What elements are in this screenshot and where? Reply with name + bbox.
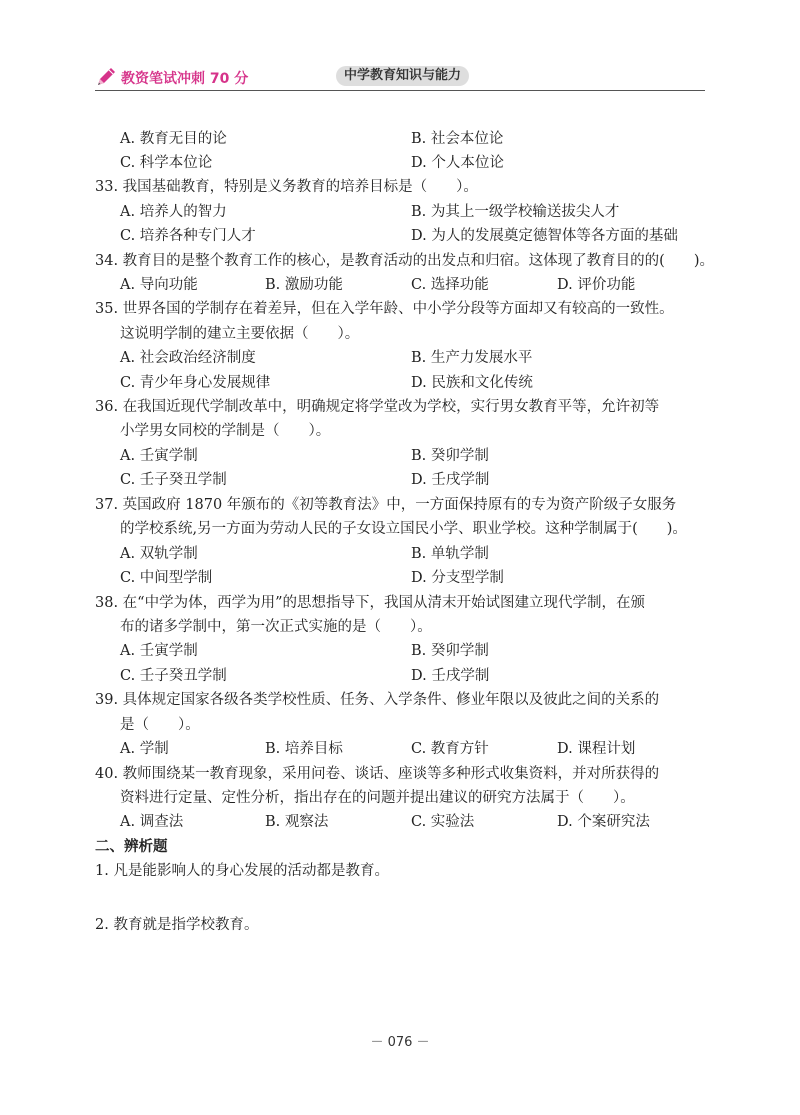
page-number: － 076 －: [370, 1035, 430, 1050]
q37-stem-line1: 37. 英国政府 1870 年颁布的《初等教育法》中，一方面保持原有的专为资产阶级子女服务: [95, 497, 677, 513]
q37-option-c: C. 中间型学制: [120, 570, 213, 586]
q35-option-b: B. 生产力发展水平: [411, 350, 533, 366]
q36-option-d: D. 壬戌学制: [411, 472, 490, 488]
q39-stem-line2: 是（ ）。: [120, 717, 200, 733]
q37-option-b: B. 单轨学制: [411, 546, 489, 562]
analysis-item-2: 2. 教育就是指学校教育。: [95, 917, 259, 933]
q34-option-d: D. 评价功能: [557, 277, 636, 293]
q34-option-c: C. 选择功能: [411, 277, 489, 293]
q38-option-c: C. 壬子癸丑学制: [120, 668, 227, 684]
section-title: 二、辨析题: [95, 839, 168, 855]
q33-option-c: C. 培养各种专门人才: [120, 228, 256, 244]
q39-option-a: A. 学制: [120, 741, 169, 757]
q33-option-a: A. 培养人的智力: [120, 204, 227, 220]
q35-stem-line2: 这说明学制的建立主要依据（ ）。: [120, 326, 360, 342]
q33-option-b: B. 为其上一级学校输送拔尖人才: [411, 204, 620, 220]
q39-option-d: D. 课程计划: [557, 741, 636, 757]
q37-option-d: D. 分支型学制: [411, 570, 504, 586]
q34-stem: 34. 教育目的是整个教育工作的核心，是教育活动的出发点和归宿。这体现了教育目的的( )。: [95, 253, 714, 269]
q40-option-d: D. 个案研究法: [557, 814, 650, 830]
q36-option-a: A. 壬寅学制: [120, 448, 198, 464]
q34-option-a: A. 导向功能: [120, 277, 198, 293]
header-brand: 教资笔试冲刺 70 分: [121, 71, 249, 87]
q37-option-a: A. 双轨学制: [120, 546, 198, 562]
q35-stem-line1: 35. 世界各国的学制存在着差异，但在入学年龄、中小学分段等方面却又有较高的一致性。: [95, 301, 674, 317]
q40-option-b: B. 观察法: [265, 814, 329, 830]
header-rule: [95, 90, 705, 91]
q35-option-a: A. 社会政治经济制度: [120, 350, 256, 366]
q32-option-b: B. 社会本位论: [411, 131, 504, 147]
q38-stem-line1: 38. 在“中学为体，西学为用”的思想指导下，我国从清末开始试图建立现代学制，在颁: [95, 595, 645, 611]
header-subject-badge: 中学教育知识与能力: [336, 66, 469, 86]
q39-option-b: B. 培养目标: [265, 741, 343, 757]
q38-option-a: A. 壬寅学制: [120, 643, 198, 659]
q36-option-c: C. 壬子癸丑学制: [120, 472, 227, 488]
q39-option-c: C. 教育方针: [411, 741, 489, 757]
analysis-item-1: 1. 凡是能影响人的身心发展的活动都是教育。: [95, 863, 389, 879]
q36-stem-line2: 小学男女同校的学制是（ ）。: [120, 423, 331, 439]
q39-stem-line1: 39. 具体规定国家各级各类学校性质、任务、入学条件、修业年限以及彼此之间的关系的: [95, 692, 660, 708]
q38-option-b: B. 癸卯学制: [411, 643, 489, 659]
q38-option-d: D. 壬戌学制: [411, 668, 490, 684]
q40-option-c: C. 实验法: [411, 814, 475, 830]
pencil-icon: [95, 66, 117, 88]
q35-option-d: D. 民族和文化传统: [411, 375, 533, 391]
q34-option-b: B. 激励功能: [265, 277, 343, 293]
q32-option-d: D. 个人本位论: [411, 155, 504, 171]
q35-option-c: C. 青少年身心发展规律: [120, 375, 271, 391]
q40-stem-line2: 资料进行定量、定性分析，指出存在的问题并提出建议的研究方法属于（ ）。: [120, 790, 635, 806]
q33-option-d: D. 为人的发展奠定德智体等各方面的基础: [411, 228, 678, 244]
q36-option-b: B. 癸卯学制: [411, 448, 489, 464]
q40-option-a: A. 调查法: [120, 814, 184, 830]
q37-stem-line2: 的学校系统,另一方面为劳动人民的子女设立国民小学、职业学校。这种学制属于( )。: [120, 521, 687, 537]
q38-stem-line2: 布的诸多学制中，第一次正式实施的是（ ）。: [120, 619, 432, 635]
q33-stem: 33. 我国基础教育，特别是义务教育的培养目标是（ ）。: [95, 179, 478, 195]
q32-option-c: C. 科学本位论: [120, 155, 213, 171]
q40-stem-line1: 40. 教师围绕某一教育现象，采用问卷、谈话、座谈等多种形式收集资料，并对所获得的: [95, 766, 660, 782]
q32-option-a: A. 教育无目的论: [120, 131, 227, 147]
q36-stem-line1: 36. 在我国近现代学制改革中，明确规定将学堂改为学校，实行男女教育平等，允许初等: [95, 399, 660, 415]
page-header: [95, 66, 705, 92]
